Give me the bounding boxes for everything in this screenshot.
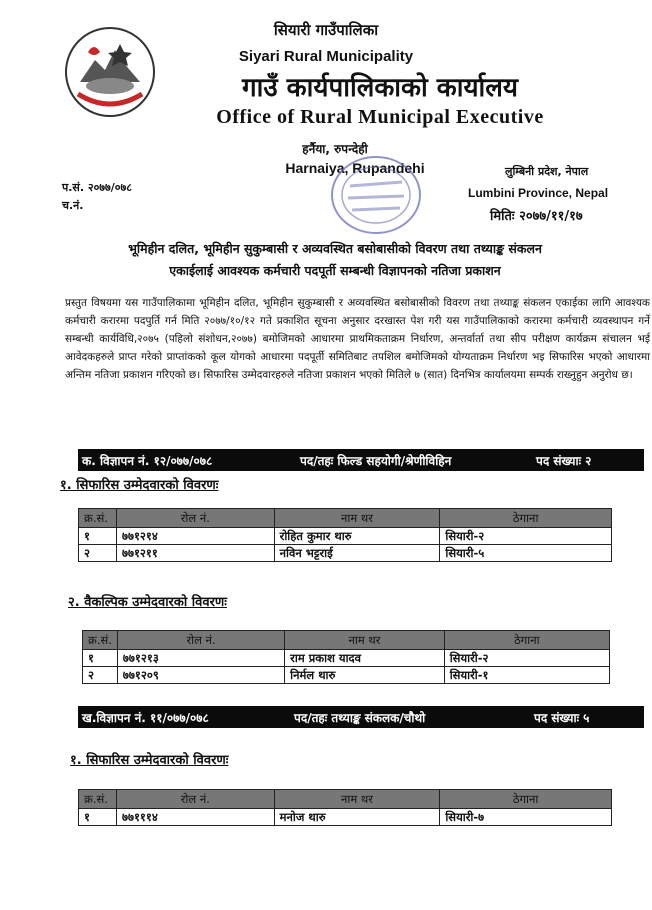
section-heading-recommended-2: १. सिफारिस उम्मेदवारको विवरणः xyxy=(70,753,229,768)
province-np: लुम्बिनी प्रदेश, नेपाल xyxy=(505,165,589,178)
column-header-address: ठेगाना xyxy=(440,790,612,809)
ad-post: पद/तहः तथ्याङ्क संकलक/चौथो xyxy=(294,711,426,725)
cell-roll: ७७१२११ xyxy=(116,545,274,562)
dispatch-number: च.नं. xyxy=(62,199,84,212)
table-row xyxy=(79,528,612,545)
reference-number: प.सं. २०७७/०७८ xyxy=(62,181,132,194)
ad-number: ख.विज्ञापन नं. ११/०७७/०७८ xyxy=(82,711,209,725)
notice-body: प्रस्तुत विषयमा यस गाउँपालिकामा भूमिहीन दलित, भूमिहीन सुकुम्बासी र अव्यवस्थित बसोबासीको विवरण तथा तथ्याङ्क संकलन एकाईका लागि आवश्यक कर्मचारी करारमा पदपुर्ति गर्न मिति २०७७/१०/१२ गते प्रकाशित सूचना अनुसार दरखास्त पेश गरी यस गाउँपालिकाको करारमा कर्मचारी व्यवस्थापन गर्ने सम्बन्धी कार्यविधि,२०७५ (पहिलो संशोधन,२०७७) बमोजिमको आधारमा प्राथमिकताक्रम निर्धारण, अन्तर्वार्ता तथा सीप परीक्षण कार्यक्रम संचालन भई आवेदकहरुले प्राप्त गरेको प्राप्तांकको कूल योगको आधारमा पदपूर्ती समितिबाट तपशिल बमोजिमको योग्यताक्रम निर्धारण भइ सिफारिस भएको आधारमा अन्तिम नतिजा प्रकाशन गरिएको छ। सिफारिस उम्मेदवारहरुले नतिजा प्रकाशन भएको मितिले ७ (सात) दिनभित्र कार्यालयमा सम्पर्क राख्नुहुन अनुरोध छ। xyxy=(65,297,650,381)
column-header-sn: क्र.सं. xyxy=(83,631,118,650)
table-header-row xyxy=(83,631,610,650)
ad-post-count: पद संख्याः ५ xyxy=(534,711,590,725)
column-header-roll: रोल नं. xyxy=(117,631,284,650)
office-name-en: Office of Rural Municipal Executive xyxy=(216,106,544,128)
cell-sn: २ xyxy=(83,667,118,684)
cell-name: राम प्रकाश यादव xyxy=(285,650,445,667)
ad-number: क. विज्ञापन नं. १२/०७७/०७८ xyxy=(82,454,213,468)
letter-date: मितिः २०७७/११/१७ xyxy=(490,209,583,224)
column-header-address: ठेगाना xyxy=(440,509,612,528)
location-np: हर्नैया, रुपन्देही xyxy=(302,142,368,156)
cell-name: रोहित कुमार थारु xyxy=(274,528,440,545)
cell-sn: १ xyxy=(79,809,117,826)
column-header-name: नाम थर xyxy=(285,631,445,650)
ad-post-count: पद संख्याः २ xyxy=(536,454,592,468)
column-header-name: नाम थर xyxy=(274,509,440,528)
cell-name: मनोज थारु xyxy=(274,809,440,826)
office-name-np: गाउँ कार्यपालिकाको कार्यालय xyxy=(242,73,518,103)
alternate-candidates-table xyxy=(82,630,610,684)
province-en: Lumbini Province, Nepal xyxy=(468,186,609,200)
cell-roll: ७७१२१३ xyxy=(117,650,284,667)
notice-title-line-2: एकाईलाई आवश्यक कर्मचारी पदपूर्ती सम्बन्धी विज्ञापनको नतिजा प्रकाशन xyxy=(169,263,501,278)
advertisement-bar-kha xyxy=(78,706,644,728)
cell-sn: २ xyxy=(79,545,117,562)
cell-address: सियारी-१ xyxy=(444,667,609,684)
cell-roll: ७७१११४ xyxy=(116,809,274,826)
cell-address: सियारी-२ xyxy=(440,528,612,545)
cell-sn: १ xyxy=(83,650,118,667)
cell-address: सियारी-५ xyxy=(440,545,612,562)
table-row xyxy=(79,809,612,826)
column-header-roll: रोल नं. xyxy=(116,790,274,809)
cell-name: निर्मल थारु xyxy=(285,667,445,684)
table-row xyxy=(83,667,610,684)
notice-title-line-1: भूमिहीन दलित, भूमिहीन सुकुम्बासी र अव्यवस्थित बसोबासीको विवरण तथा तथ्याङ्क संकलन xyxy=(128,241,542,256)
column-header-sn: क्र.सं. xyxy=(79,790,117,809)
cell-name: नविन भट्टराई xyxy=(274,545,440,562)
cell-roll: ७७१२१४ xyxy=(116,528,274,545)
advertisement-bar-ka xyxy=(78,449,644,471)
office-stamp-icon xyxy=(328,152,424,238)
cell-address: सियारी-७ xyxy=(440,809,612,826)
table-header-row xyxy=(79,790,612,809)
table-row xyxy=(79,545,612,562)
recommended-candidates-table xyxy=(78,508,612,562)
column-header-sn: क्र.सं. xyxy=(79,509,117,528)
column-header-roll: रोल नं. xyxy=(116,509,274,528)
section-heading-alternate: २. वैकल्पिक उम्मेदवारको विवरणः xyxy=(68,595,227,610)
cell-address: सियारी-२ xyxy=(444,650,609,667)
recommended-candidates-table-2 xyxy=(78,789,612,826)
cell-roll: ७७१२०९ xyxy=(117,667,284,684)
table-header-row xyxy=(79,509,612,528)
column-header-name: नाम थर xyxy=(274,790,440,809)
municipality-name-en: Siyari Rural Municipality xyxy=(238,48,414,65)
cell-sn: १ xyxy=(79,528,117,545)
location-en: Harnaiya, Rupandehi xyxy=(285,160,425,176)
ad-post: पद/तहः फिल्ड सहयोगी/श्रेणीविहिन xyxy=(300,454,452,468)
section-heading-recommended: १. सिफारिस उम्मेदवारको विवरणः xyxy=(60,478,219,493)
municipality-name-np: सियारी गाउँपालिका xyxy=(273,21,379,39)
column-header-address: ठेगाना xyxy=(444,631,609,650)
table-row xyxy=(83,650,610,667)
